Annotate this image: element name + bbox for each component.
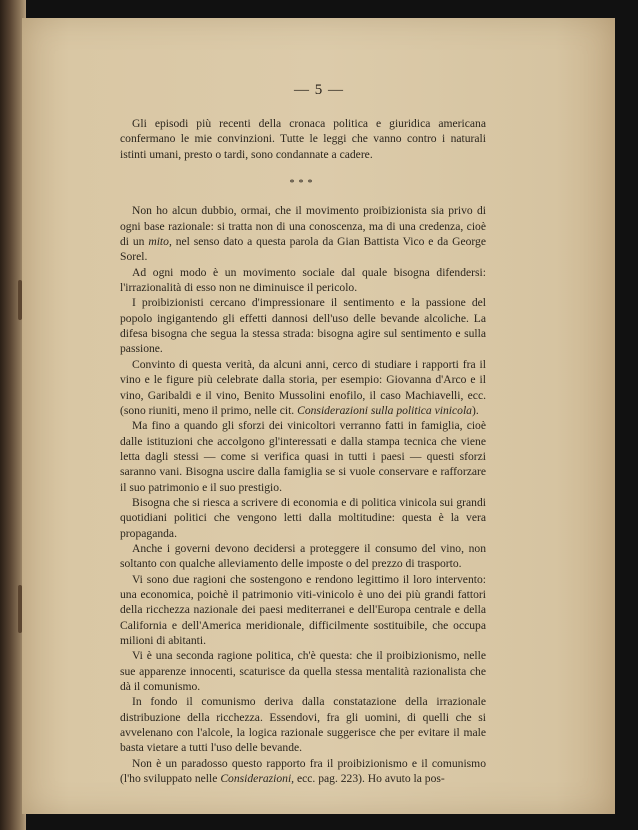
page-number: — 5 — [294, 82, 344, 98]
paragraph-text: Convinto di questa verità, da alcuni anni, cerco di studiare i rapporti fra il vino e le figure più celebrate dalla storia, per esempio: Giovanna d'Arco e il vino, Garibaldi e il vino, Benito Mussolini enofilo, il caso Machiavelli, ecc. (sono riuniti, meno il primo, nelle cit. [120, 357, 486, 417]
paragraph-text: ). [471, 403, 479, 417]
paragraph-text: ecc. pag. 223). Ho avuto la pos- [296, 772, 445, 786]
italic-term: mito [148, 235, 169, 249]
paragraph-text: Non è un paradosso questo rapporto fra il proibizionismo e il comunismo (l'ho sviluppato nelle [120, 756, 486, 786]
paragraph: Vi sono due ragioni che sostengono e rendono legittimo il loro intervento: una economica, poichè il patrimonio viti-vinicolo è uno dei più grandi fattori della ricchezza nazionale dei paesi mediterranei e dell'Europa centrale e della California e dell'America meridionale, difficilmente sostituibile, che occupa milioni di abitanti. [120, 572, 486, 647]
paragraph: Ma fino a quando gli sforzi dei vinicoltori verranno fatti in famiglia, cioè dalle istituzioni che accolgono gl'interessati e dalla stampa tecnica che viene letta dagli stessi — come si verifica quasi in tutti i paesi — questi sforzi saranno vani. Bisogna uscire dalla famiglia se si vuole conservare e rafforzare il suo patrimonio e il suo prestigio. [120, 419, 486, 494]
paragraph [120, 756, 486, 787]
paragraph: Anche i governi devono decidersi a proteggere il consumo del vino, non soltanto con qualche alleviamento delle imposte o del prezzo di trasporto. [120, 541, 486, 571]
binding-thread [18, 280, 22, 320]
paragraph: Gli episodi più recenti della cronaca politica e giuridica americana confermano le mie convinzioni. Tutte le leggi che vanno contro i naturali istinti umani, presto o tardi, sono condannate a cadere. [120, 117, 486, 161]
paragraph-text: Non ho alcun dubbio, ormai, che il movimento proibizionista sia privo di ogni base razionale: si tratta non di una conoscenza, ma di una credenza, cioè di un [120, 204, 486, 249]
paragraph [120, 203, 486, 264]
paragraph [120, 357, 486, 418]
italic-title: Considerazioni sulla politica vinicola [297, 403, 472, 417]
italic-title: Considerazioni, [220, 772, 295, 786]
section-separator: *** [289, 178, 317, 190]
binding-thread [18, 585, 22, 633]
paragraph: Vi è una seconda ragione politica, ch'è questa: che il proibizionismo, nelle sue apparenze innocenti, scaturisce da quella stessa mentalità razionalista che dà il comunismo. [120, 649, 486, 694]
paragraph: In fondo il comunismo deriva dalla constatazione della irrazionale distribuzione della ricchezza. Essendovi, fra gli uomini, di quelli che si avvelenano con l'alcole, la logica razionale suggerisce che per evitare il male basta vietare a tutti l'uso delle bevande. [120, 695, 486, 755]
paragraph: I proibizionisti cercano d'impressionare il sentimento e la passione del popolo ingigantendo gli effetti dannosi dell'uso delle bevande alcoliche. La difesa bisogna che segua la stessa strada: bisogna agire sul sentimento e sulla passione. [120, 296, 486, 356]
paragraph: Bisogna che si riesca a scrivere di economia e di politica vinicola sui grandi quotidiani politici che vengono letti dalla moltitudine: questa è la vera propaganda. [120, 495, 486, 540]
paragraph-text: , nel senso dato a questa parola da Gian Battista Vico e da George Sorel. [120, 235, 487, 264]
paragraph: Ad ogni modo è un movimento sociale dal quale bisogna difendersi: l'irrazionalità di esso non ne diminuisce il pericolo. [120, 265, 486, 295]
body-text [120, 116, 486, 786]
